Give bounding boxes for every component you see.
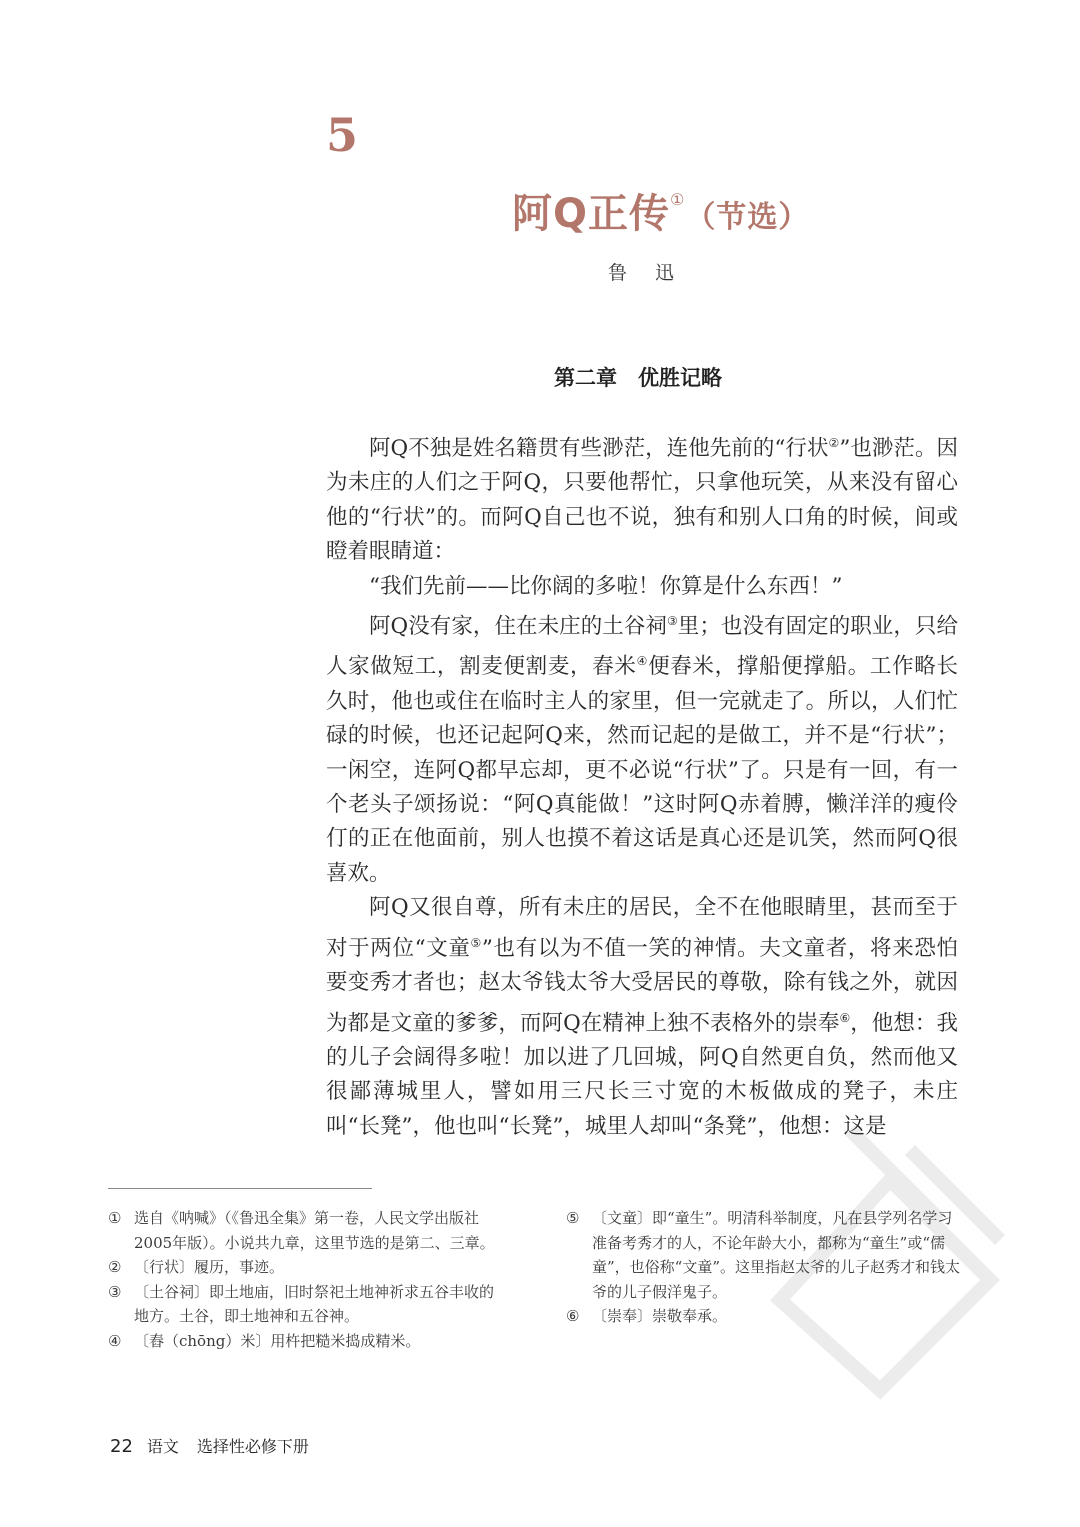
paragraph-text: 里；也没有固定的职业，只给人家做短工，割麦便割麦，舂米	[326, 614, 958, 680]
footnotes-left-column	[108, 1206, 508, 1354]
footnote-number: ③	[108, 1282, 122, 1301]
title-footnote-mark[interactable]: ①	[670, 190, 686, 209]
title-main: 阿Q正传	[512, 191, 671, 237]
paragraph-text: ，他想：我的儿子会阔得多啦！加以进了几回城，阿Q自然更自负，然而他又很鄙薄城里人，譬如用三尺长三寸宽的木板做成的凳子，未庄叫“长凳”，他也叫“长凳”，城里人却叫“条凳”，他想：这是	[326, 1010, 958, 1139]
footnotes-right-column	[566, 1206, 966, 1329]
paragraph-text: ”也渺茫。因为未庄的人们之于阿Q，只要他帮忙，只拿他玩笑，从来没有留心他的“行状”的。而阿Q自己也不说，独有和别人口角的时候，间或瞪着眼睛道：	[326, 436, 959, 565]
page-footer	[110, 1434, 309, 1457]
paragraph-text: 阿Q不独是姓名籍贯有些渺茫，连他先前的“行状	[369, 436, 829, 461]
footnote-text: 〔崇奉〕崇敬奉承。	[592, 1307, 728, 1326]
footnote-separator	[108, 1188, 372, 1189]
paragraph	[326, 604, 958, 891]
footnote-marker[interactable]: ⑥	[839, 1010, 851, 1025]
paragraph-text: 阿Q又很自尊，所有未庄的居民，全不在他眼睛里，甚而至于对于两位“文童	[326, 895, 958, 961]
page-number: 22	[110, 1436, 133, 1457]
footnote-text: 〔土谷祠〕即土地庙，旧时祭祀土地神祈求五谷丰收的地方。土谷，即土地神和五谷神。	[134, 1282, 495, 1326]
footnote-text: 〔舂（chōng）米〕用杵把糙米捣成精米。	[134, 1331, 421, 1350]
paragraph	[326, 891, 958, 1144]
footnote-number: ⑥	[566, 1307, 580, 1326]
footnote	[108, 1280, 508, 1329]
footnote-marker[interactable]: ③	[666, 614, 678, 629]
footnote-number: ②	[108, 1258, 122, 1277]
paragraph	[326, 570, 958, 604]
paragraph	[326, 426, 958, 570]
footnote-marker[interactable]: ②	[828, 436, 840, 450]
footnote-marker[interactable]: ⑤	[470, 935, 482, 950]
footnote-number: ⑤	[566, 1209, 580, 1227]
lesson-title	[512, 182, 809, 239]
author-name: 鲁迅	[608, 262, 703, 284]
footer-subject: 语文	[146, 1437, 179, 1456]
footnote-number: ①	[108, 1209, 122, 1227]
title-subtitle: （节选）	[685, 200, 810, 235]
paragraph-text: 便舂米，撑船便撑船。工作略长久时，他也或住在临时主人的家里，但一完就走了。所以，人们忙碌的时候，也还记起阿Q来，然而记起的是做工，并不是“行状”；一闲空，连阿Q都早忘却，更不必说“行状”了。只是有一回，有一个老头子颂扬说：“阿Q真能做！”这时阿Q赤着膊，懒洋洋的瘦伶仃的正在他面前，别人也摸不着这话是真心还是讥笑，然而阿Q很喜欢。	[326, 654, 958, 886]
footnote-marker[interactable]: ④	[636, 654, 649, 669]
footnote-text: 选自《呐喊》（《鲁迅全集》第一卷，人民文学出版社2005年版）。小说共九章，这里节选的是第二、三章。	[134, 1209, 495, 1252]
body-text	[326, 426, 958, 1144]
footnote-number: ④	[108, 1331, 122, 1350]
paragraph-text: 阿Q没有家，住在未庄的土谷祠	[369, 614, 667, 640]
chapter-heading: 第二章 优胜记略	[554, 366, 722, 390]
footnote	[108, 1255, 508, 1280]
footer-book-title: 选择性必修下册	[196, 1437, 309, 1456]
paragraph-text: “我们先前——比你阔的多啦！你算是什么东西！”	[369, 573, 843, 599]
footnote	[566, 1206, 966, 1304]
paragraph-text: ”也有以为不值一笑的神情。夫文童者，将来恐怕要变秀才者也；赵太爷钱太爷大受居民的尊敬，除有钱之外，就因为都是文童的爹爹，而阿Q在精神上独不表格外的崇奉	[326, 935, 958, 1036]
footnote	[108, 1206, 508, 1255]
lesson-number: 5	[326, 108, 359, 162]
footnote-text: 〔文童〕即“童生”。明清科举制度，凡在县学列名学习准备考秀才的人，不论年龄大小，都称为“童生”或“儒童”，也俗称“文童”。这里指赵太爷的儿子赵秀才和钱太爷的儿子假洋鬼子。	[592, 1209, 961, 1301]
footnote	[566, 1304, 966, 1329]
footnote	[108, 1329, 508, 1354]
footnote-text: 〔行状〕履历，事迹。	[134, 1258, 285, 1277]
